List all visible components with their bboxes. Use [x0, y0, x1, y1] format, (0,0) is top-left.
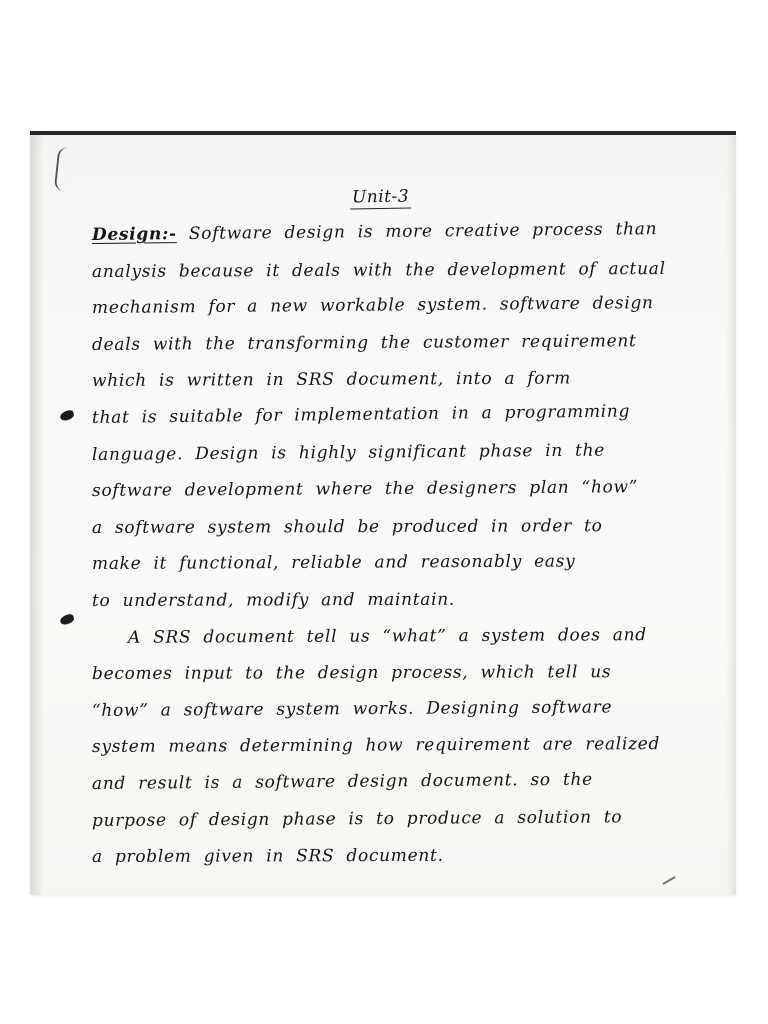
text-line-2: analysis because it deals with the development of actual — [91, 258, 666, 282]
text-line-11: to understand, modify and maintain. — [91, 589, 456, 611]
text-line-7: language. Design is highly significant phase in the — [91, 440, 606, 465]
text-line-6: that is suitable for implementation in a programming — [91, 401, 631, 428]
text-line-15: system means determining how requirement are realized — [91, 734, 661, 758]
page-title: Unit-3 — [350, 186, 411, 209]
text-line-3: mechanism for a new workable system. software design — [91, 293, 654, 319]
notebook-page — [30, 132, 736, 895]
binder-mark — [54, 147, 69, 192]
design-heading: Design:- — [91, 224, 177, 245]
text-line-4: deals with the transforming the customer requirement — [91, 330, 637, 355]
page-shadow-right — [726, 135, 736, 895]
text-line-17: purpose of design phase is to produce a solution to — [91, 806, 623, 831]
text-line-1 — [92, 210, 722, 253]
punch-hole-top — [59, 409, 75, 422]
text-line-10: make it functional, reliable and reasonably easy — [91, 551, 576, 575]
text-line-14: “how” a software system works. Designing software — [91, 697, 613, 721]
text-line-8: software development where the designers plan “how” — [91, 477, 639, 502]
corner-mark — [662, 876, 679, 892]
line-1-text: Software design is more creative process than — [188, 219, 658, 244]
text-line-16: and result is a software design document. so the — [91, 769, 593, 794]
handwritten-text-block — [92, 217, 722, 876]
text-line-5: which is written in SRS document, into a form — [91, 368, 571, 392]
text-line-18: a problem given in SRS document. — [91, 845, 444, 868]
text-line-9: a software system should be produced in order to — [91, 515, 603, 538]
page-shadow-left — [30, 135, 44, 895]
punch-hole-bottom — [59, 613, 75, 626]
text-line-12: A SRS document tell us “what” a system does and — [127, 624, 647, 648]
text-line-13: becomes input to the design process, which tell us — [91, 662, 612, 685]
